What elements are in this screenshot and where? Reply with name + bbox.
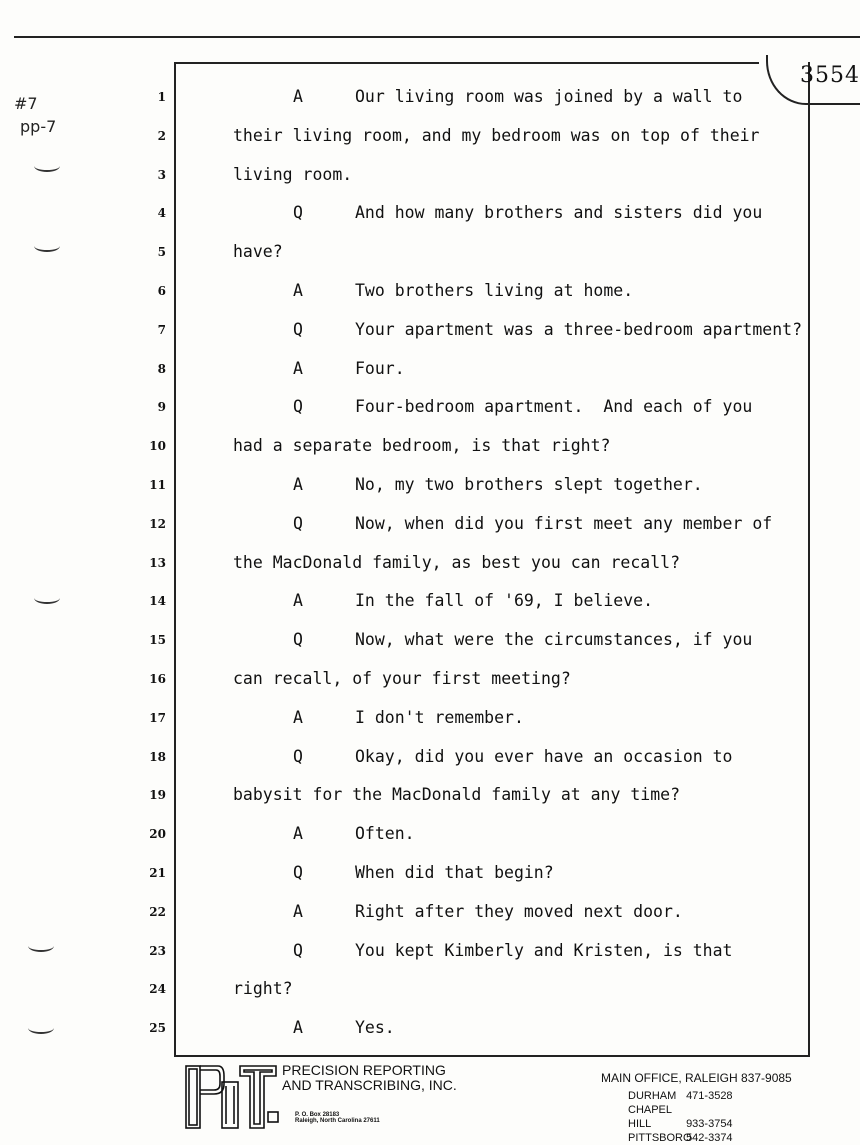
speaker-label: Q (293, 863, 303, 882)
phone-city: DURHAM (628, 1090, 677, 1102)
speaker-label: A (293, 87, 303, 106)
firm-name (282, 1063, 457, 1093)
line-text: Your apartment was a three-bedroom apartment? (355, 319, 803, 339)
line-number: 22 (149, 904, 166, 919)
frame-top-rule (174, 62, 759, 64)
line-number: 18 (149, 749, 166, 764)
footer (0, 1060, 860, 1144)
line-number: 19 (149, 788, 166, 803)
margin-tick (34, 592, 60, 604)
line-text: can recall, of your first meeting? (233, 669, 571, 688)
speaker-label: A (293, 591, 303, 611)
line-text: babysit for the MacDonald family at any time? (233, 785, 681, 805)
speaker-label: A (293, 901, 303, 921)
line-text: No, my two brothers slept together. (355, 475, 703, 494)
line-number: 25 (149, 1021, 166, 1036)
margin-tick (34, 160, 60, 172)
line-text: had a separate bedroom, is that right? (233, 436, 611, 456)
line-number: 2 (157, 128, 166, 143)
line-text: right? (233, 979, 293, 999)
speaker-label: A (293, 1018, 303, 1038)
speaker-label: A (293, 707, 303, 727)
line-text: Our living room was joined by a wall to (355, 87, 743, 106)
speaker-label: Q (293, 746, 303, 766)
margin-tick (34, 240, 60, 252)
line-text: In the fall of '69, I believe. (355, 591, 654, 611)
line-number: 24 (149, 982, 166, 997)
line-number: 23 (149, 943, 166, 958)
speaker-label: Q (293, 513, 303, 533)
phone-number: 933-3754 (686, 1118, 733, 1130)
line-number: 8 (157, 361, 166, 376)
phone-city: PITTSBORO (628, 1132, 692, 1144)
precision-reporting-logo (184, 1062, 280, 1130)
phone-number: 542-3374 (686, 1132, 733, 1144)
speaker-label: Q (293, 397, 303, 417)
speaker-label: A (293, 824, 303, 844)
speaker-label: A (293, 281, 303, 300)
line-number: 17 (149, 710, 166, 725)
line-text: You kept Kimberly and Kristen, is that (355, 940, 733, 960)
line-number: 1 (157, 90, 166, 104)
line-text: Okay, did you ever have an occasion to (355, 746, 733, 766)
line-text: I don't remember. (355, 707, 524, 727)
office-phones (628, 1089, 733, 1145)
line-text: living room. (233, 164, 353, 184)
phone-number: 471-3528 (686, 1090, 733, 1102)
address-line1: P. O. Box 28183 (295, 1112, 340, 1118)
line-text: Often. (355, 824, 415, 844)
margin-note-pages: pp-7 (20, 117, 57, 136)
page-number: 3554 (800, 63, 860, 88)
speaker-label: A (293, 475, 303, 494)
line-number: 6 (157, 284, 166, 298)
line-text: their living room, and my bedroom was on top of their (233, 125, 760, 145)
line-number: 21 (149, 866, 166, 880)
speaker-label: Q (293, 203, 303, 223)
line-number: 12 (149, 516, 166, 531)
speaker-label: Q (293, 630, 303, 650)
phone-city: CHAPEL HILL (628, 1104, 672, 1130)
phone-row (628, 1089, 733, 1103)
address-line2: Raleigh, North Carolina 27611 (295, 1118, 380, 1124)
line-text: Yes. (355, 1018, 395, 1038)
line-number: 10 (149, 439, 166, 454)
margin-tick (28, 1022, 54, 1034)
line-number: 20 (149, 827, 166, 842)
line-number: 4 (157, 206, 166, 221)
line-number: 11 (149, 478, 166, 492)
phone-row (628, 1131, 733, 1145)
line-number: 5 (157, 245, 166, 260)
speaker-label: A (293, 358, 303, 378)
line-text: Two brothers living at home. (355, 281, 634, 300)
line-text: And how many brothers and sisters did you (355, 203, 763, 223)
margin-tick (28, 940, 54, 952)
phone-row (628, 1103, 733, 1131)
line-number: 13 (149, 555, 166, 570)
line-text: Right after they moved next door. (355, 901, 683, 921)
speaker-label: Q (293, 940, 303, 960)
line-text: Now, when did you first meet any member of (355, 513, 773, 533)
line-number: 15 (149, 633, 166, 648)
speaker-label: Q (293, 319, 303, 339)
firm-name-line2: AND TRANSCRIBING, INC. (282, 1077, 457, 1093)
line-text: Four. (355, 358, 405, 378)
header-rule (14, 36, 860, 38)
line-text: the MacDonald family, as best you can recall? (233, 552, 681, 572)
line-text: have? (233, 242, 283, 262)
line-text: When did that begin? (355, 863, 554, 882)
margin-note-exhibit: #7 (14, 94, 38, 113)
main-office: MAIN OFFICE, RALEIGH 837-9085 (601, 1071, 792, 1085)
firm-name-line1: PRECISION REPORTING (282, 1062, 446, 1078)
line-number: 16 (149, 672, 166, 686)
line-number: 7 (157, 322, 166, 337)
firm-address (295, 1112, 380, 1124)
line-text: Now, what were the circumstances, if you (355, 630, 753, 650)
line-number: 9 (157, 400, 166, 415)
line-number: 3 (157, 167, 166, 182)
line-number: 14 (149, 594, 166, 609)
line-text: Four-bedroom apartment. And each of you (355, 397, 753, 417)
